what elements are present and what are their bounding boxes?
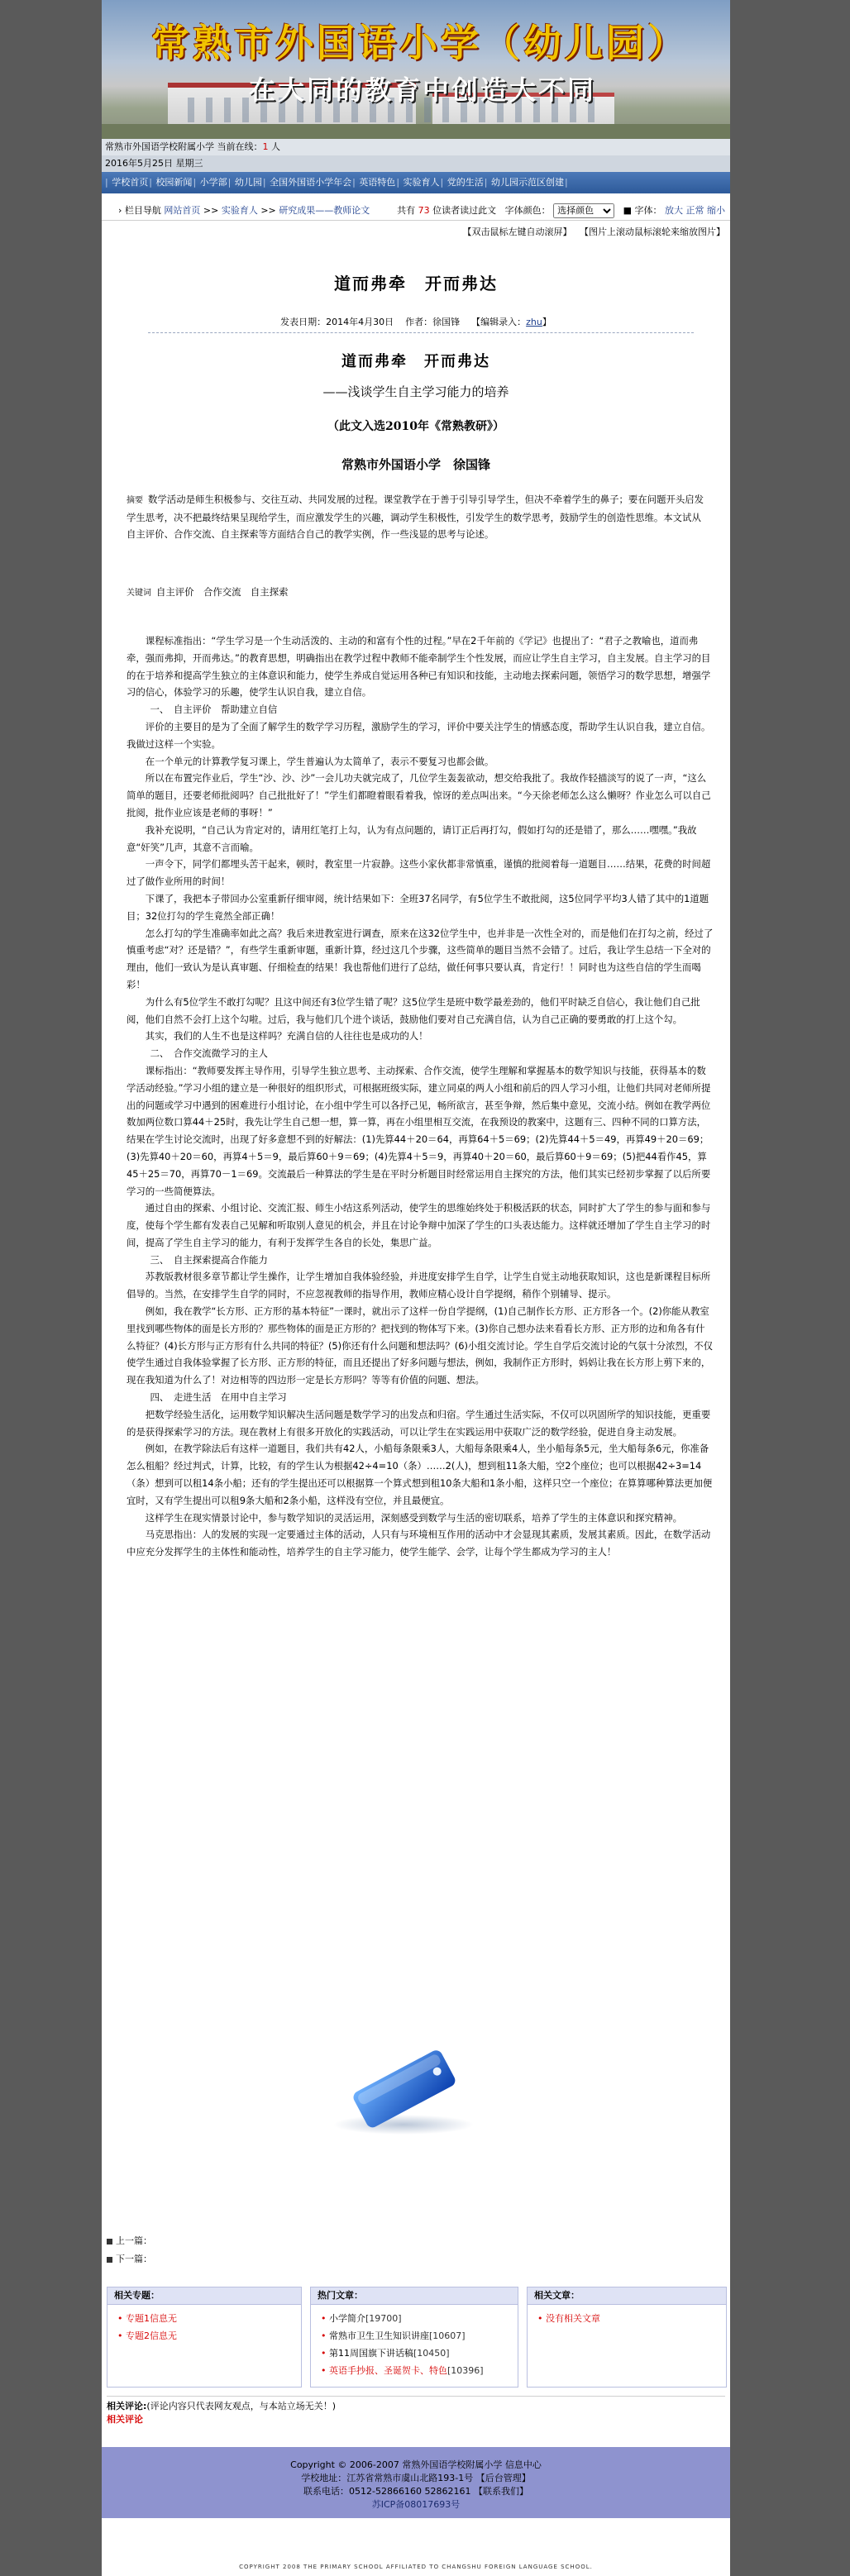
paragraph: 一声令下，同学们都埋头苦干起来，顿时，教室里一片寂静。这些小家伙都非常慎重，谨慎的批阅着每一道题目……结果，花费的时间超过了做作业所用的时间！ bbox=[127, 858, 711, 888]
hot-article-item[interactable] bbox=[321, 2362, 518, 2379]
main-nav: | 学校首页| 校园新闻| 小学部| 幼儿园| 全国外国语小学年会| 英语特色| 实验育人| 党的生活| 幼儿园示范区创建| bbox=[102, 172, 730, 193]
paragraph: 课程标准指出：“学生学习是一个生动活泼的、主动的和富有个性的过程。”早在2千年前的《学记》也提出了：“君子之教喻也，道而弗牵，强而弗抑，开而弗达。”的教育思想，明确指出在教学过程中教师不能牵制学生个性发展，而应让学生自主学习，自主发展。自主学习的目的在于培养和提高学生独立的主体意识和能力，使学生养成自觉运用各种已有知识和技能，主动地去探索问题，领悟学习的数学思想，增强学习的信心，体验学习的乐趣，使学生认识自我，建立自信。 bbox=[127, 635, 711, 699]
article-subtitle: 道而弗牵 开而弗达 bbox=[341, 353, 490, 370]
article-abstract bbox=[127, 491, 709, 542]
abstract-text: 数学活动是师生积极参与、交往互动、共同发展的过程。课堂教学在于善于引导引导学生，但决不牵着学生的鼻子；要在问题开头启发学生思考，决不把最终结果呈现给学生，而应激发学生的兴趣，调动学生积极性，引发学生的数学思考，鼓励学生的创造性思维。本文试从自主评价、合作交流、自主探索等方面结合自己的教学实例，作一些浅显的思考与论述。 bbox=[127, 494, 704, 540]
prev-article-link[interactable] bbox=[107, 2232, 719, 2250]
breadcrumb: › 栏目导航 网站首页 >> 实验育人 >> 研究成果——教师论文 bbox=[118, 205, 370, 216]
auto-scroll-hint[interactable]: 【双击鼠标左键自动滚屏】 bbox=[462, 227, 572, 237]
section-heading: 三、 自主探索提高合作能力 bbox=[150, 1253, 268, 1266]
reader-tools bbox=[397, 202, 725, 220]
paragraph: 马克思指出：人的发展的实现一定要通过主体的活动，人只有与环境相互作用的活动中才会显现其素质，发展其素质。因此，在数学活动中应充分发挥学生的主体性和能动性，培养学生的自主学习能力，使学生能学、会学，让每个学生都成为学习的主人！ bbox=[127, 1529, 711, 1558]
paragraph: 苏教版教材很多章节都让学生操作，让学生增加自我体验经验，并进度安排学生自学，让学生自觉主动地获取知识，这也是新课程目标所倡导的。当然，在安排学生自学的同时，不应忽视教师的指导作用，教师应精心设计自学提纲，稍作个别辅导、提示。 bbox=[127, 1271, 711, 1300]
hot-article-count: [10607] bbox=[429, 2330, 466, 2341]
hot-article-count: [10396] bbox=[447, 2365, 484, 2376]
nav-item-demo-zone[interactable]: 幼儿园示范区创建 bbox=[490, 177, 564, 188]
location-bar bbox=[102, 202, 730, 221]
footer-phone: 联系电话：0512-52866160 52862161 【联系我们】 bbox=[303, 2486, 528, 2497]
paragraph: 例如，我在教学“长方形、正方形的基本特征”一课时，就出示了这样一份自学提纲，(1)自己制作长方形、正方形各一个。(2)你能从教室里找到哪些物体的面是长方形的？那些物体的面是正方形的？把找到的物体写下来。(3)你自己想办法来看看长方形、正方形的边和角各有什么特征？(4)长方形与正方形有什么共同的特征？(5)你还有什么问题和想法吗？(6)小组交流讨论。学生自学后交流讨论的气氛十分浓烈，不仅使学生通过自我体验掌握了长方形、正方形的特征，而且还提出了好多问题与想法，例如，我制作正方形时，妈妈让我在长方形上剪下来的，现在我知道为什么了！对边相等的四边形一定是长方形吗？等等有价值的问题、想法。 bbox=[127, 1305, 714, 1386]
nav-item-annual-meeting[interactable]: 全国外国语小学年会 bbox=[270, 177, 352, 188]
hot-articles-box bbox=[310, 2287, 518, 2388]
header-banner bbox=[102, 0, 730, 139]
keywords-text: 自主评价 合作交流 自主探索 bbox=[156, 586, 289, 598]
site-footer bbox=[102, 2447, 730, 2518]
meta-divider bbox=[148, 332, 694, 333]
comments-label: 相关评论: bbox=[107, 2401, 147, 2411]
font-size-icon: ■ bbox=[623, 205, 632, 216]
section-heading: 二、 合作交流微学习的主人 bbox=[150, 1047, 268, 1060]
hot-article-item[interactable] bbox=[321, 2327, 518, 2345]
font-color-select[interactable] bbox=[553, 203, 614, 218]
online-prefix: 常熟市外国语学校附属小学 当前在线： bbox=[105, 141, 263, 152]
online-status-bar bbox=[102, 139, 730, 155]
article-body bbox=[127, 632, 714, 1561]
nav-item-home[interactable]: 学校首页 bbox=[112, 177, 149, 188]
page-container bbox=[102, 0, 730, 2576]
meta-author: 徐国锋 bbox=[432, 317, 461, 327]
footer-copyright: Copyright © 2006-2007 常熟外国语学校附属小学 信息中心 bbox=[290, 2459, 542, 2470]
author-line: 常熟市外国语小学 徐国锋 bbox=[341, 457, 490, 472]
related-topic-item[interactable]: • 专题1信息无 bbox=[117, 2310, 301, 2327]
paragraph: 其实，我们的人生不也是这样吗？充满自信的人往往也是成功的人！ bbox=[145, 1030, 428, 1042]
hot-article-count: [10450] bbox=[413, 2348, 450, 2359]
nav-item-english[interactable]: 英语特色 bbox=[359, 177, 396, 188]
paragraph: 例如，在教学除法后有这样一道题目，我们共有42人，小船每条限乘3人，大船每条限乘4人，坐小船每条5元，坐大船每条6元，你准备怎么租船？经过判式，计算，比较，有的学生认为根据42÷4=10（条）……2(人)，想到租11条大船，空2个座位；也可以根据42÷3=14（条）想到可以租14条小船；还有的学生提出还可以根据算一个算式想到租10条大船和1条小船，这样只空一个座位；在算算哪种算法更加便宜时，又有学生提出可以租9条大船和2条小船，这样没有空位，并且最便宜。 bbox=[127, 1443, 713, 1506]
paragraph: 为什么有5位学生不敢打勾呢？且这中间还有3位学生错了呢？这5位学生是班中数学最差劲的，他们平时缺乏自信心，我让他们自己批阅，他们自然不会打上这个勾啦。过后，我与他们几个进个谈话，鼓励他们要对自己充满自信，认为自己正确的要勇敢的打上这个勾。 bbox=[127, 995, 700, 1025]
hot-article-text[interactable]: 小学简介 bbox=[329, 2313, 365, 2324]
school-slogan: 在大同的教育中创造大不同 bbox=[249, 74, 597, 106]
paragraph: 在一个单元的计算教学复习课上，学生普遍认为太简单了，表示不要复习也都会做。 bbox=[145, 755, 494, 767]
nav-item-primary[interactable]: 小学部 bbox=[199, 177, 227, 188]
abstract-label: 摘要 bbox=[127, 496, 143, 505]
meta-author-label: 作者： bbox=[405, 317, 433, 327]
related-articles-title: 相关文章： bbox=[528, 2287, 726, 2305]
paragraph: 把数学经验生活化，运用数学知识解决生活问题是数学学习的出发点和归宿。学生通过生活实际，不仅可以巩固所学的知识技能，更重要的是获得探索学习的方法。现在教材上有很多开放化的实践活动，可以让学生在实践运用中获取广泛的数学经验，促进自身主动发展。 bbox=[127, 1408, 711, 1438]
prev-label: 上一篇： bbox=[116, 2235, 152, 2246]
related-topic-item[interactable]: • 专题2信息无 bbox=[117, 2327, 301, 2345]
publication-note: （此文入选2010年《常熟教研》） bbox=[327, 420, 504, 433]
nav-item-party[interactable]: 党的生活 bbox=[446, 177, 484, 188]
meta-editor-end: 】 bbox=[542, 317, 552, 327]
nav-item-news[interactable]: 校园新闻 bbox=[155, 177, 193, 188]
font-larger-link[interactable]: 放大 bbox=[665, 205, 683, 216]
related-article-item: • 没有相关文章 bbox=[537, 2310, 726, 2327]
next-article-link[interactable] bbox=[107, 2250, 719, 2268]
paragraph: 课标指出：“教师要发挥主导作用，引导学生独立思考、主动探索、合作交流，使学生理解和掌握基本的数学知识与技能，获得基本的数学活动经验。”学习小组的建立是一种很好的组织形式，可根据班级实际，建立同桌的两人小组和前后的四人学习小组，让他们共同对老师所提出的问题或学习中遇到的困难进行小组讨论，在小组中学生可以各抒己见，畅所欲言，甚至争辩，然后集中意见，交流小结。例如在教学两位数加两位数口算44＋25时，我先让学生自己想一想，算一算，再在小组里相互交流，在我预设的教案中，这题有三、四种不同的口算方法，结果在学生讨论交流时，出现了好多意想不到的好解法：(1)先算44＋20＝64，再算64＋5＝69；(2)先算44＋5＝49，再算49＋20＝69；(3)先算40＋20＝60，再算4＋5＝9，最后算60＋9＝69；(4)先算4＋5＝9，再算40＋20＝60，最后算60＋9＝69；(5)把44看作45，算45＋25＝70，再算70－1＝69。交流最后一种算法的学生是在平时分析题目时经常运用自主探究的方法，他们其实已经初步掌握了以后所要学习的一些简便算法。 bbox=[127, 1064, 711, 1197]
school-title: 常熟市外国语小学（幼儿园） bbox=[151, 21, 689, 65]
paragraph: 这样学生在现实情景讨论中，参与数学知识的灵活运用，深刻感受到数学与生活的密切联系，培养了学生的主体意识和探究精神。 bbox=[145, 1511, 683, 1524]
hot-article-text[interactable]: 英语手抄报、圣诞贺卡、特色 bbox=[329, 2365, 447, 2376]
font-color-label: 字体颜色： bbox=[504, 205, 551, 216]
related-articles-box bbox=[527, 2287, 727, 2388]
online-suffix: 人 bbox=[268, 141, 280, 152]
paragraph: 通过自由的探索、小组讨论、交流汇报、师生小结这系列活动，使学生的思维始终处于积极活跃的状态，同时扩大了学生的参与面和参与度，使每个学生都有发表自己见解和听取别人意见的机会，并且在讨论争辩中加深了学生的口头表达能力。这样就还增加了学生自主学习的时间，提高了学生自主学习的能力，有利于发挥学生各自的长处，集思广益。 bbox=[127, 1202, 711, 1248]
breadcrumb-category[interactable]: 研究成果——教师论文 bbox=[279, 205, 370, 216]
paragraph: 怎么打勾的学生准确率如此之高？我后来进教室进行调查，原来在这32位学生中，也并非是一次性全对的，而是他们在打勾之前，经过了慎重考虑“对？还是错？”，有些学生重新审题，重新计算，经过这几个步骤，这些简单的题目当然不会错了。过后，我让学生总结一下全对的理由，他们一致认为是认真审题、仔细检查的结果！我也帮他们进行了总结，做任何事只要认真，肯定行！！同时也为这些自信的学生而喝彩！ bbox=[127, 927, 714, 990]
paragraph: 评价的主要目的是为了全面了解学生的数学学习历程，激励学生的学习，评价中要关注学生的情感态度，帮助学生认识自我，建立自信。我做过这样一个实验。 bbox=[127, 720, 711, 750]
nav-item-practice[interactable]: 实验育人 bbox=[403, 177, 440, 188]
views-prefix: 共有 bbox=[397, 205, 416, 216]
decorative-tag-image bbox=[325, 2038, 482, 2137]
hot-article-item[interactable] bbox=[321, 2345, 518, 2362]
current-date: 2016年5月25日 星期三 bbox=[105, 158, 203, 169]
nav-item-kindergarten[interactable]: 幼儿园 bbox=[234, 177, 262, 188]
hot-article-text[interactable]: 常熟市卫生卫生知识讲座 bbox=[329, 2330, 429, 2341]
related-topics-title: 相关专题： bbox=[107, 2287, 301, 2305]
meta-editor-label: 【编辑录入： bbox=[471, 317, 527, 327]
zoom-image-hint[interactable]: 【图片上滚动鼠标滚轮来缩放图片】 bbox=[580, 227, 725, 237]
breadcrumb-home[interactable]: 网站首页 bbox=[164, 205, 201, 216]
hot-article-count: [19700] bbox=[365, 2313, 402, 2324]
next-label: 下一篇： bbox=[116, 2254, 152, 2264]
online-count: 1 bbox=[262, 141, 269, 152]
breadcrumb-label: 栏目导航 bbox=[124, 205, 161, 216]
font-label: 字体： bbox=[634, 205, 662, 216]
hot-articles-title: 热门文章： bbox=[311, 2287, 518, 2305]
views-suffix: 位读者读过此文 bbox=[432, 205, 497, 216]
banner-ground bbox=[102, 124, 730, 139]
comments-title: 相关评论 bbox=[107, 2414, 143, 2425]
paragraph: 下课了，我把本子带回办公室重新仔细审阅，统计结果如下：全班37名同学，有5位学生不敢批阅，这5位同学平均3人错了其中的1道题目；32位打勾的学生竟然全部正确！ bbox=[127, 892, 709, 922]
meta-date: 2014年4月30日 bbox=[326, 317, 394, 327]
article-subtitle-secondary: ——浅谈学生自主学习能力的培养 bbox=[322, 384, 509, 399]
meta-date-label: 发表日期： bbox=[280, 317, 327, 327]
paragraph: 所以在布置完作业后，学生“沙、沙、沙”一会儿功夫就完成了，几位学生轰轰欲动，想交给我批了。我故作轻描淡写的说了一声，“这么简单的题目，还要老师批阅吗？自己批批好了！”学生们都瞪着眼看着我，惊讶的差点叫出来。“今天徐老师怎么这么懒呀？作业怎么可以自己批阅，批作业应该是老师的事呀！” bbox=[127, 772, 711, 818]
comments-section bbox=[107, 2396, 725, 2426]
footer-address: 学校地址：江苏省常熟市虞山北路193-1号 【后台管理】 bbox=[301, 2473, 531, 2483]
article-meta bbox=[102, 315, 730, 328]
paragraph: 我补充说明，“自己认为肯定对的，请用红笔打上勾，认为有点问题的，请订正后再打勾，假如打勾的还是错了，那么……嘿嘿。”我故意“奸笑”几声，其意不言而喻。 bbox=[127, 823, 697, 853]
hot-article-text[interactable]: 第11周国旗下讲话稿 bbox=[329, 2348, 413, 2359]
related-topics-box bbox=[107, 2287, 302, 2388]
keywords-label: 关键词 bbox=[127, 589, 151, 598]
article-keywords bbox=[127, 584, 709, 602]
meta-editor-link[interactable]: zhu bbox=[526, 317, 542, 327]
comments-note: (评论内容只代表网友观点，与本站立场无关！) bbox=[146, 2401, 336, 2411]
tool-bar bbox=[102, 225, 730, 240]
section-heading: 四、 走进生活 在用中自主学习 bbox=[150, 1391, 287, 1404]
date-bar bbox=[102, 155, 730, 172]
font-normal-link[interactable]: 正常 bbox=[685, 205, 704, 216]
breadcrumb-section[interactable]: 实验育人 bbox=[221, 205, 258, 216]
prev-next-links bbox=[107, 2232, 719, 2268]
article-title: 道而弗牵 开而弗达 bbox=[334, 274, 498, 293]
footer-icp[interactable]: 苏ICP备08017693号 bbox=[371, 2499, 461, 2510]
section-heading: 一、 自主评价 帮助建立自信 bbox=[150, 704, 278, 716]
views-count: 73 bbox=[418, 205, 430, 216]
arrow-icon: › bbox=[118, 205, 122, 216]
hot-article-item[interactable] bbox=[321, 2310, 518, 2327]
copyright-strip: COPYRIGHT 2008 THE PRIMARY SCHOOL AFFILIATED TO CHANGSHU FOREIGN LANGUAGE SCHOOL. bbox=[239, 2564, 593, 2570]
font-smaller-link[interactable]: 缩小 bbox=[707, 205, 725, 216]
